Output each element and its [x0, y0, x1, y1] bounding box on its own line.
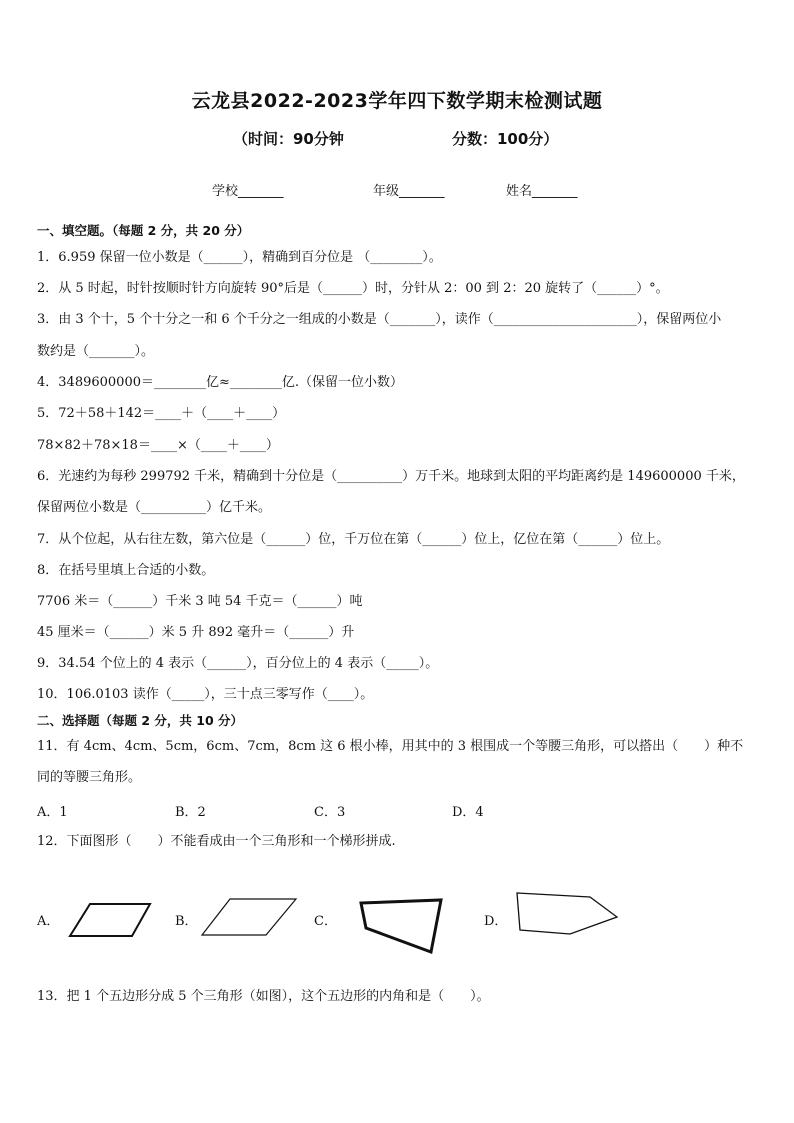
- question-line: 1．6.959 保留一位小数是（______），精确到百分位是 （________）。: [37, 250, 442, 265]
- shape-label-d: D．: [484, 914, 508, 929]
- option-c: C．3: [314, 805, 346, 820]
- question-line: 4．3489600000＝________亿≈________亿.（保留一位小数）: [37, 375, 404, 390]
- question-line: 9．34.54 个位上的 4 表示（______），百分位上的 4 表示（_____）。: [37, 656, 439, 671]
- shape-label-c: C．: [314, 914, 337, 929]
- shape-label-a: A．: [37, 914, 60, 929]
- question-12: 12．下面图形（ ）不能看成由一个三角形和一个梯形拼成.: [37, 834, 396, 849]
- school-field: 学校_______: [212, 184, 284, 199]
- section2-heading: 二、选择题（每题 2 分，共 10 分）: [37, 713, 244, 728]
- question-line: 6．光速约为每秒 299792 千米，精确到十分位是（__________）万千米。地球到太阳的平均距离约是 149600000 千米，: [37, 469, 745, 484]
- shape-label-b: B．: [175, 914, 198, 929]
- question-11-line1: 11．有 4cm、4cm、5cm，6cm、7cm，8cm 这 6 根小棒，用其中的 3 根围成一个等腰三角形，可以搭出（ ）种不: [37, 739, 744, 754]
- question-line: 保留两位小数是（__________）亿千米。: [37, 500, 272, 515]
- question-line: 10．106.0103 读作（_____），三十点三零写作（____）。: [37, 687, 374, 702]
- question-line: 3．由 3 个十，5 个十分之一和 6 个千分之一组成的小数是（_______），读作（______________________），保留两位小: [37, 312, 722, 327]
- question-line: 7．从个位起，从右往左数，第六位是（______）位，千万位在第（______）位上，亿位在第（______）位上。: [37, 532, 670, 547]
- question-line: 2．从 5 时起，时针按顺时针方向旋转 90°后是（______）时，分针从 2：00 到 2：20 旋转了（______）°。: [37, 281, 669, 296]
- exam-title: 云龙县2022-2023学年四下数学期末检测试题: [191, 90, 603, 112]
- option-a: A．1: [37, 805, 68, 820]
- option-d: D．4: [452, 805, 484, 820]
- question-line: 45 厘米＝（______）米 5 升 892 毫升＝（______）升: [37, 625, 355, 640]
- question-13: 13．把 1 个五边形分成 5 个三角形（如图），这个五边形的内角和是（ ）。: [37, 989, 490, 1004]
- exam-score: 分数：100分）: [452, 130, 559, 148]
- question-line: 78×82＋78×18＝____×（____＋____）: [37, 438, 279, 453]
- section1-heading: 一、填空题。（每题 2 分，共 20 分）: [37, 223, 250, 238]
- question-11-line2: 同的等腰三角形。: [37, 770, 142, 785]
- question-line: 8．在括号里填上合适的小数。: [37, 563, 215, 578]
- question-line: 5．72＋58＋142＝____＋（____＋____）: [37, 406, 286, 421]
- exam-time: （时间：90分钟: [233, 130, 344, 148]
- question-line: 数约是（_______）。: [37, 344, 155, 359]
- question-line: 7706 米＝（______）千米 3 吨 54 千克＝（______）吨: [37, 594, 363, 609]
- grade-field: 年级_______: [373, 184, 445, 199]
- option-b: B．2: [175, 805, 206, 820]
- name-field: 姓名_______: [506, 184, 578, 199]
